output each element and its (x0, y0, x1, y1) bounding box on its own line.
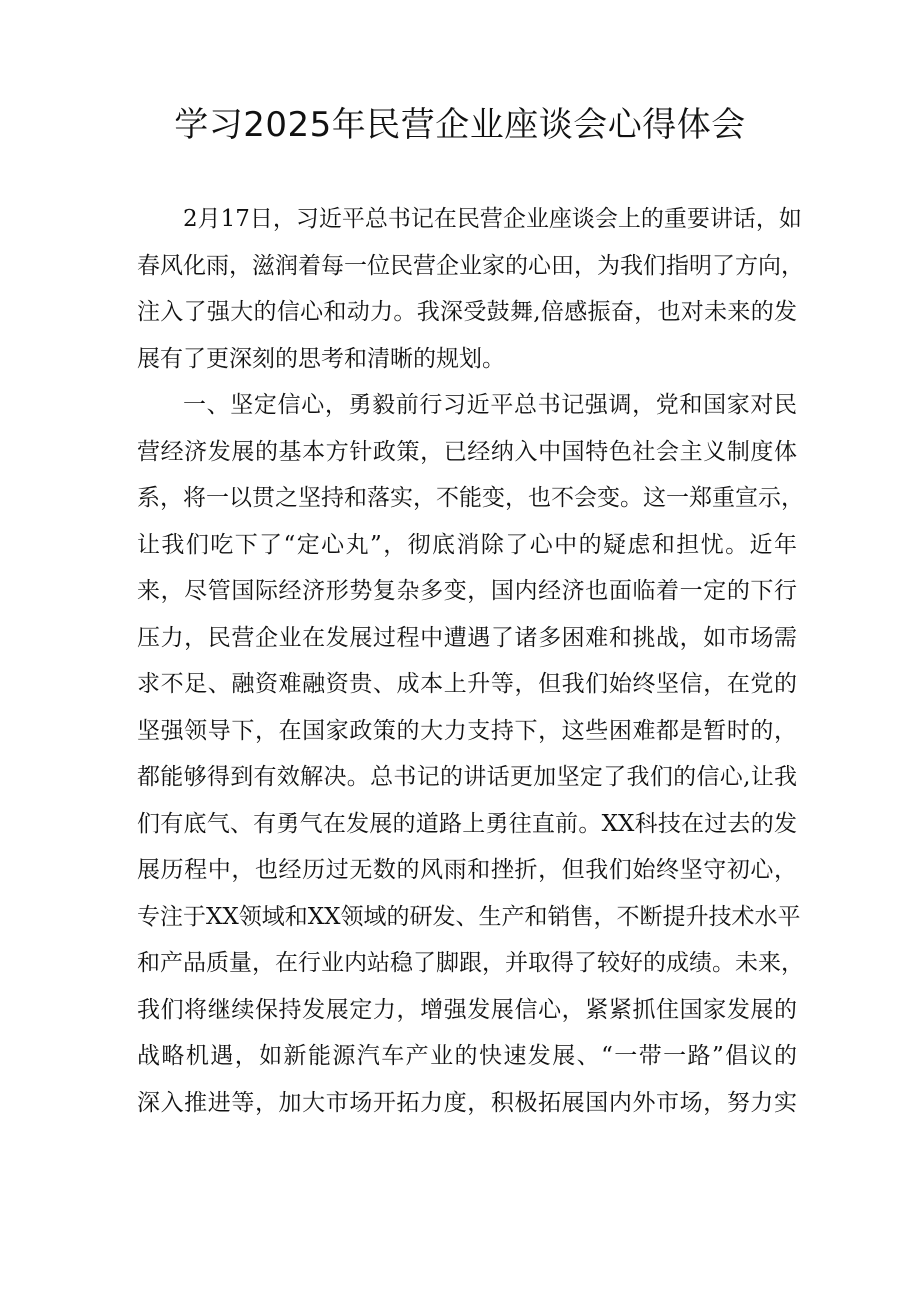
paragraph-2-line-16: 深入推进等，加大市场开拓力度，积极拓展国内外市场，努力实 (137, 1089, 797, 1116)
paragraph-2-line-14: 我们将继续保持发展定力，增强发展信心，紧紧抓住国家发展的 (137, 996, 797, 1023)
paragraph-1-line-4: 展有了更深刻的思考和清晰的规划。 (137, 345, 505, 372)
paragraph-1-line-1: 2月17日，习近平总书记在民营企业座谈会上的重要讲话，如 (183, 206, 802, 232)
paragraph-2-line-9: 都能够得到有效解决。总书记的讲话更加坚定了我们的信心,让我 (137, 764, 797, 790)
paragraph-2-line-3: 系，将一以贯之坚持和落实，不能变，也不会变。这一郑重宣示， (137, 485, 804, 511)
paragraph-2-line-12: 专注于XX领域和XX领域的研发、生产和销售，不断提升技术水平 (137, 903, 801, 930)
paragraph-2-line-2: 营经济发展的基本方针政策，已经纳入中国特色社会主义制度体 (137, 438, 797, 465)
paragraph-2-line-15: 战略机遇，如新能源汽车产业的快速发展、“一带一路”倡议的 (137, 1043, 797, 1069)
paragraph-2-line-7: 求不足、融资难融资贵、成本上升等，但我们始终坚信，在党的 (137, 671, 797, 697)
paragraph-2-line-10: 们有底气、有勇气在发展的道路上勇往直前。XX科技在过去的发 (137, 810, 797, 837)
paragraph-1-line-3: 注入了强大的信心和动力。我深受鼓舞,倍感振奋，也对未来的发 (137, 299, 797, 325)
paragraph-2-line-8: 坚强领导下，在国家政策的大力支持下，这些困难都是暂时的， (137, 717, 797, 744)
paragraph-2-line-6: 压力，民营企业在发展过程中遭遇了诸多困难和挑战，如市场需 (137, 624, 797, 651)
paragraph-1-line-2: 春风化雨，滋润着每一位民营企业家的心田，为我们指明了方向， (137, 252, 804, 279)
paragraph-2-line-13: 和产品质量，在行业内站稳了脚跟，并取得了较好的成绩。未来， (137, 950, 804, 976)
paragraph-2-line-4: 让我们吃下了“定心丸”，彻底消除了心中的疑虑和担忧。近年 (137, 531, 797, 558)
document-title: 学习2025年民营企业座谈会心得体会 (174, 105, 746, 145)
paragraph-2-line-1: 一、坚定信心，勇毅前行习近平总书记强调，党和国家对民 (183, 392, 797, 418)
paragraph-2-line-11: 展历程中，也经历过无数的风雨和挫折，但我们始终坚守初心， (137, 857, 797, 883)
paragraph-2-line-5: 来，尽管国际经济形势复杂多变，国内经济也面临着一定的下行 (137, 578, 797, 604)
document-body (137, 196, 804, 1126)
